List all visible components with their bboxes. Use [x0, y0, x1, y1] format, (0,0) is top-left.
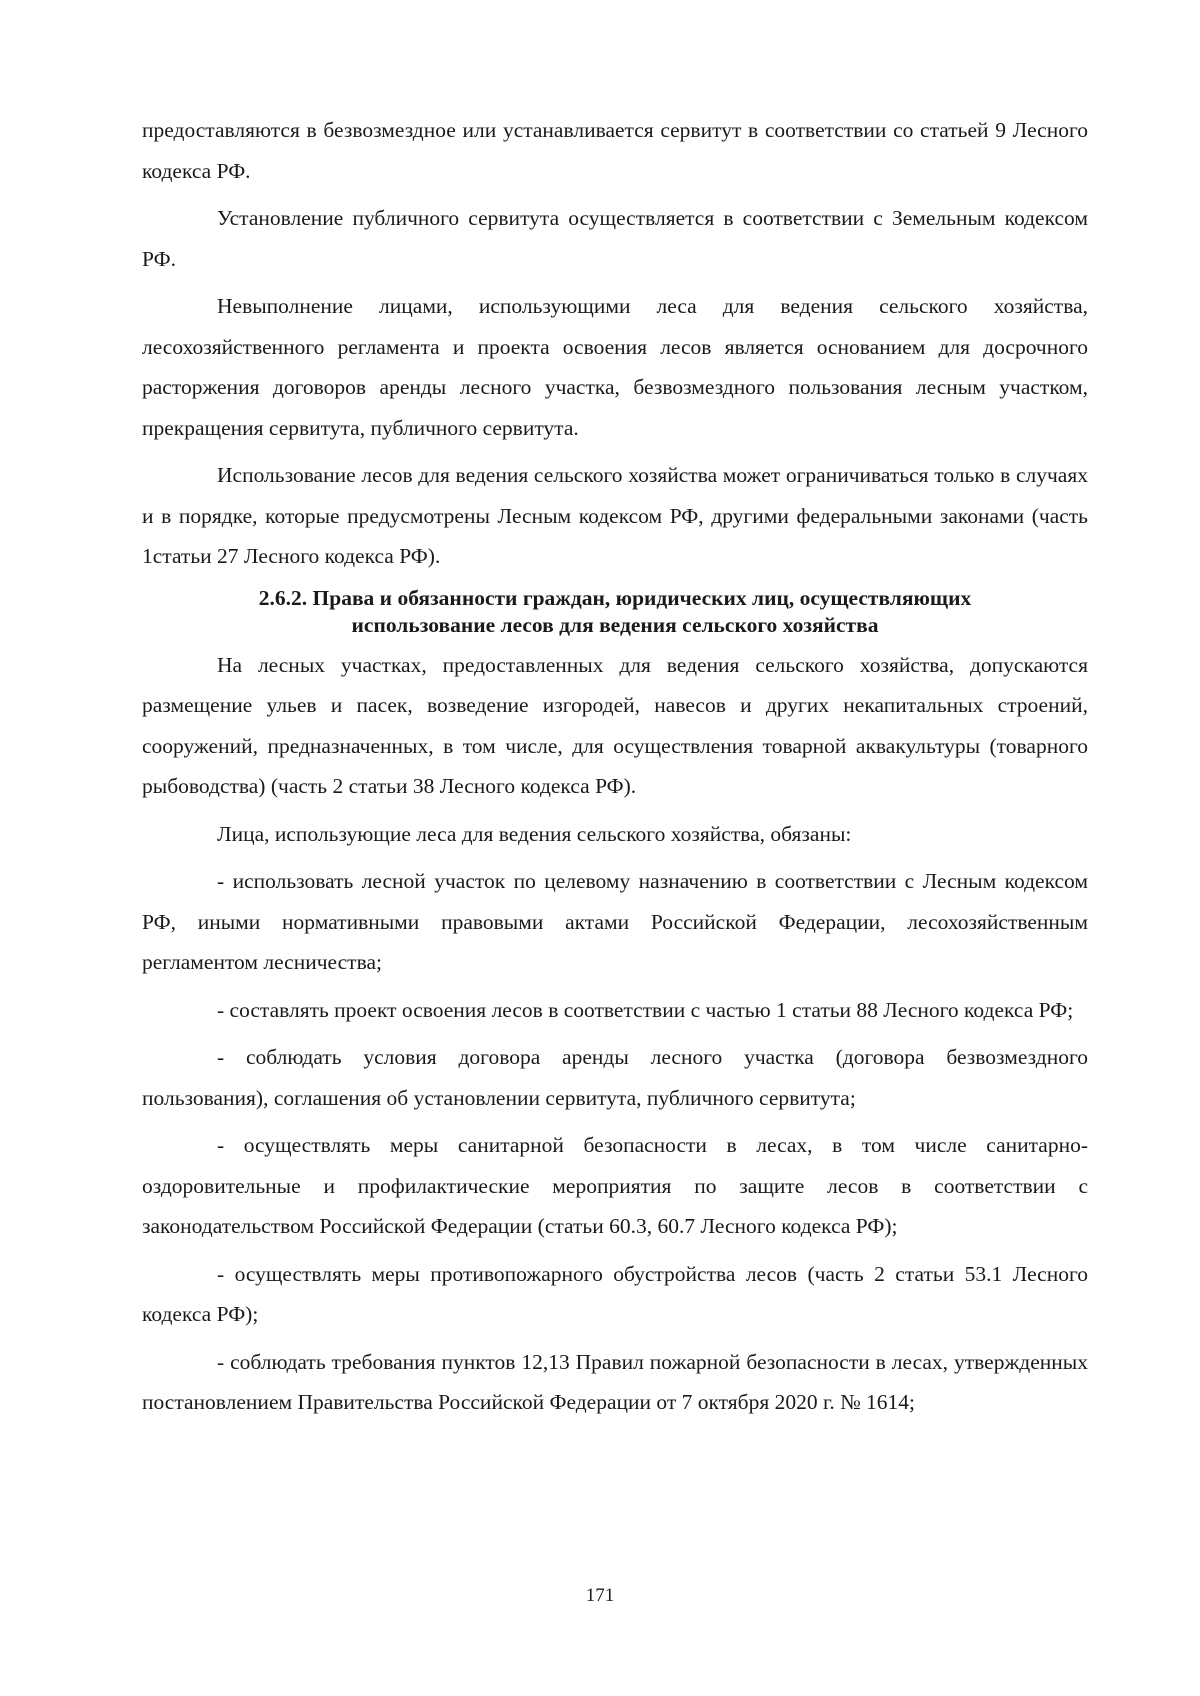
- paragraph-continuation: предоставляются в безвозмездное или устанавливается сервитут в соответствии со статьей 9 Лесного кодекса РФ.: [142, 118, 1088, 183]
- section-heading-line-1: 2.6.2. Права и обязанности граждан, юридических лиц, осуществляющих: [258, 585, 972, 610]
- list-item-intended-use: - использовать лесной участок по целевому назначению в соответствии с Лесным кодексом РФ, иными нормативными правовыми актами Российской Федерации, лесохозяйственным регламентом лесничества;: [142, 869, 1088, 974]
- list-item-sanitary-safety: - осуществлять меры санитарной безопасности в лесах, в том числе санитарно-оздоровительные и профилактические мероприятия по защите лесов в соответствии с законодательством Российской Федерации (статьи 60.3, 60.7 Лесного кодекса РФ);: [142, 1133, 1088, 1238]
- paragraph-obligations-intro: Лица, использующие леса для ведения сельского хозяйства, обязаны:: [217, 821, 852, 846]
- paragraph-permitted-structures: На лесных участках, предоставленных для ведения сельского хозяйства, допускаются размещение ульев и пасек, возведение изгородей, навесов и других некапитальных строений, сооружений, предназначенных, в том числе, для осуществления товарной аквакультуры (товарного рыбоводства) (часть 2 статьи 38 Лесного кодекса РФ).: [142, 652, 1088, 798]
- list-item-development-project: - составлять проект освоения лесов в соответствии с частью 1 статьи 88 Лесного кодекса РФ;: [217, 997, 1074, 1022]
- list-item-fire-prevention: - осуществлять меры противопожарного обустройства лесов (часть 2 статьи 53.1 Лесного кодекса РФ);: [142, 1261, 1088, 1326]
- section-heading-line-2: использование лесов для ведения сельского хозяйства: [351, 612, 879, 637]
- page-body: [142, 110, 1088, 1423]
- paragraph-restrictions: Использование лесов для ведения сельского хозяйства может ограничиваться только в случаях и в порядке, которые предусмотрены Лесным кодексом РФ, другими федеральными законами (часть 1статьи 27 Лесного кодекса РФ).: [142, 463, 1088, 568]
- list-item-fire-safety-rules: - соблюдать требования пунктов 12,13 Правил пожарной безопасности в лесах, утвержденных постановлением Правительства Российской Федерации от 7 октября 2020 г. № 1614;: [142, 1349, 1088, 1414]
- paragraph-non-compliance: Невыполнение лицами, использующими леса для ведения сельского хозяйства, лесохозяйственного регламента и проекта освоения лесов является основанием для досрочного расторжения договоров аренды лесного участка, безвозмездного пользования лесным участком, прекращения сервитута, публичного сервитута.: [142, 294, 1088, 440]
- list-item-contract-terms: - соблюдать условия договора аренды лесного участка (договора безвозмездного пользования), соглашения об установлении сервитута, публичного сервитута;: [142, 1045, 1088, 1110]
- paragraph-public-servitude: Установление публичного сервитута осуществляется в соответствии с Земельным кодексом РФ.: [142, 206, 1088, 271]
- section-heading: [142, 585, 1088, 639]
- page-number: 171: [585, 1585, 615, 1606]
